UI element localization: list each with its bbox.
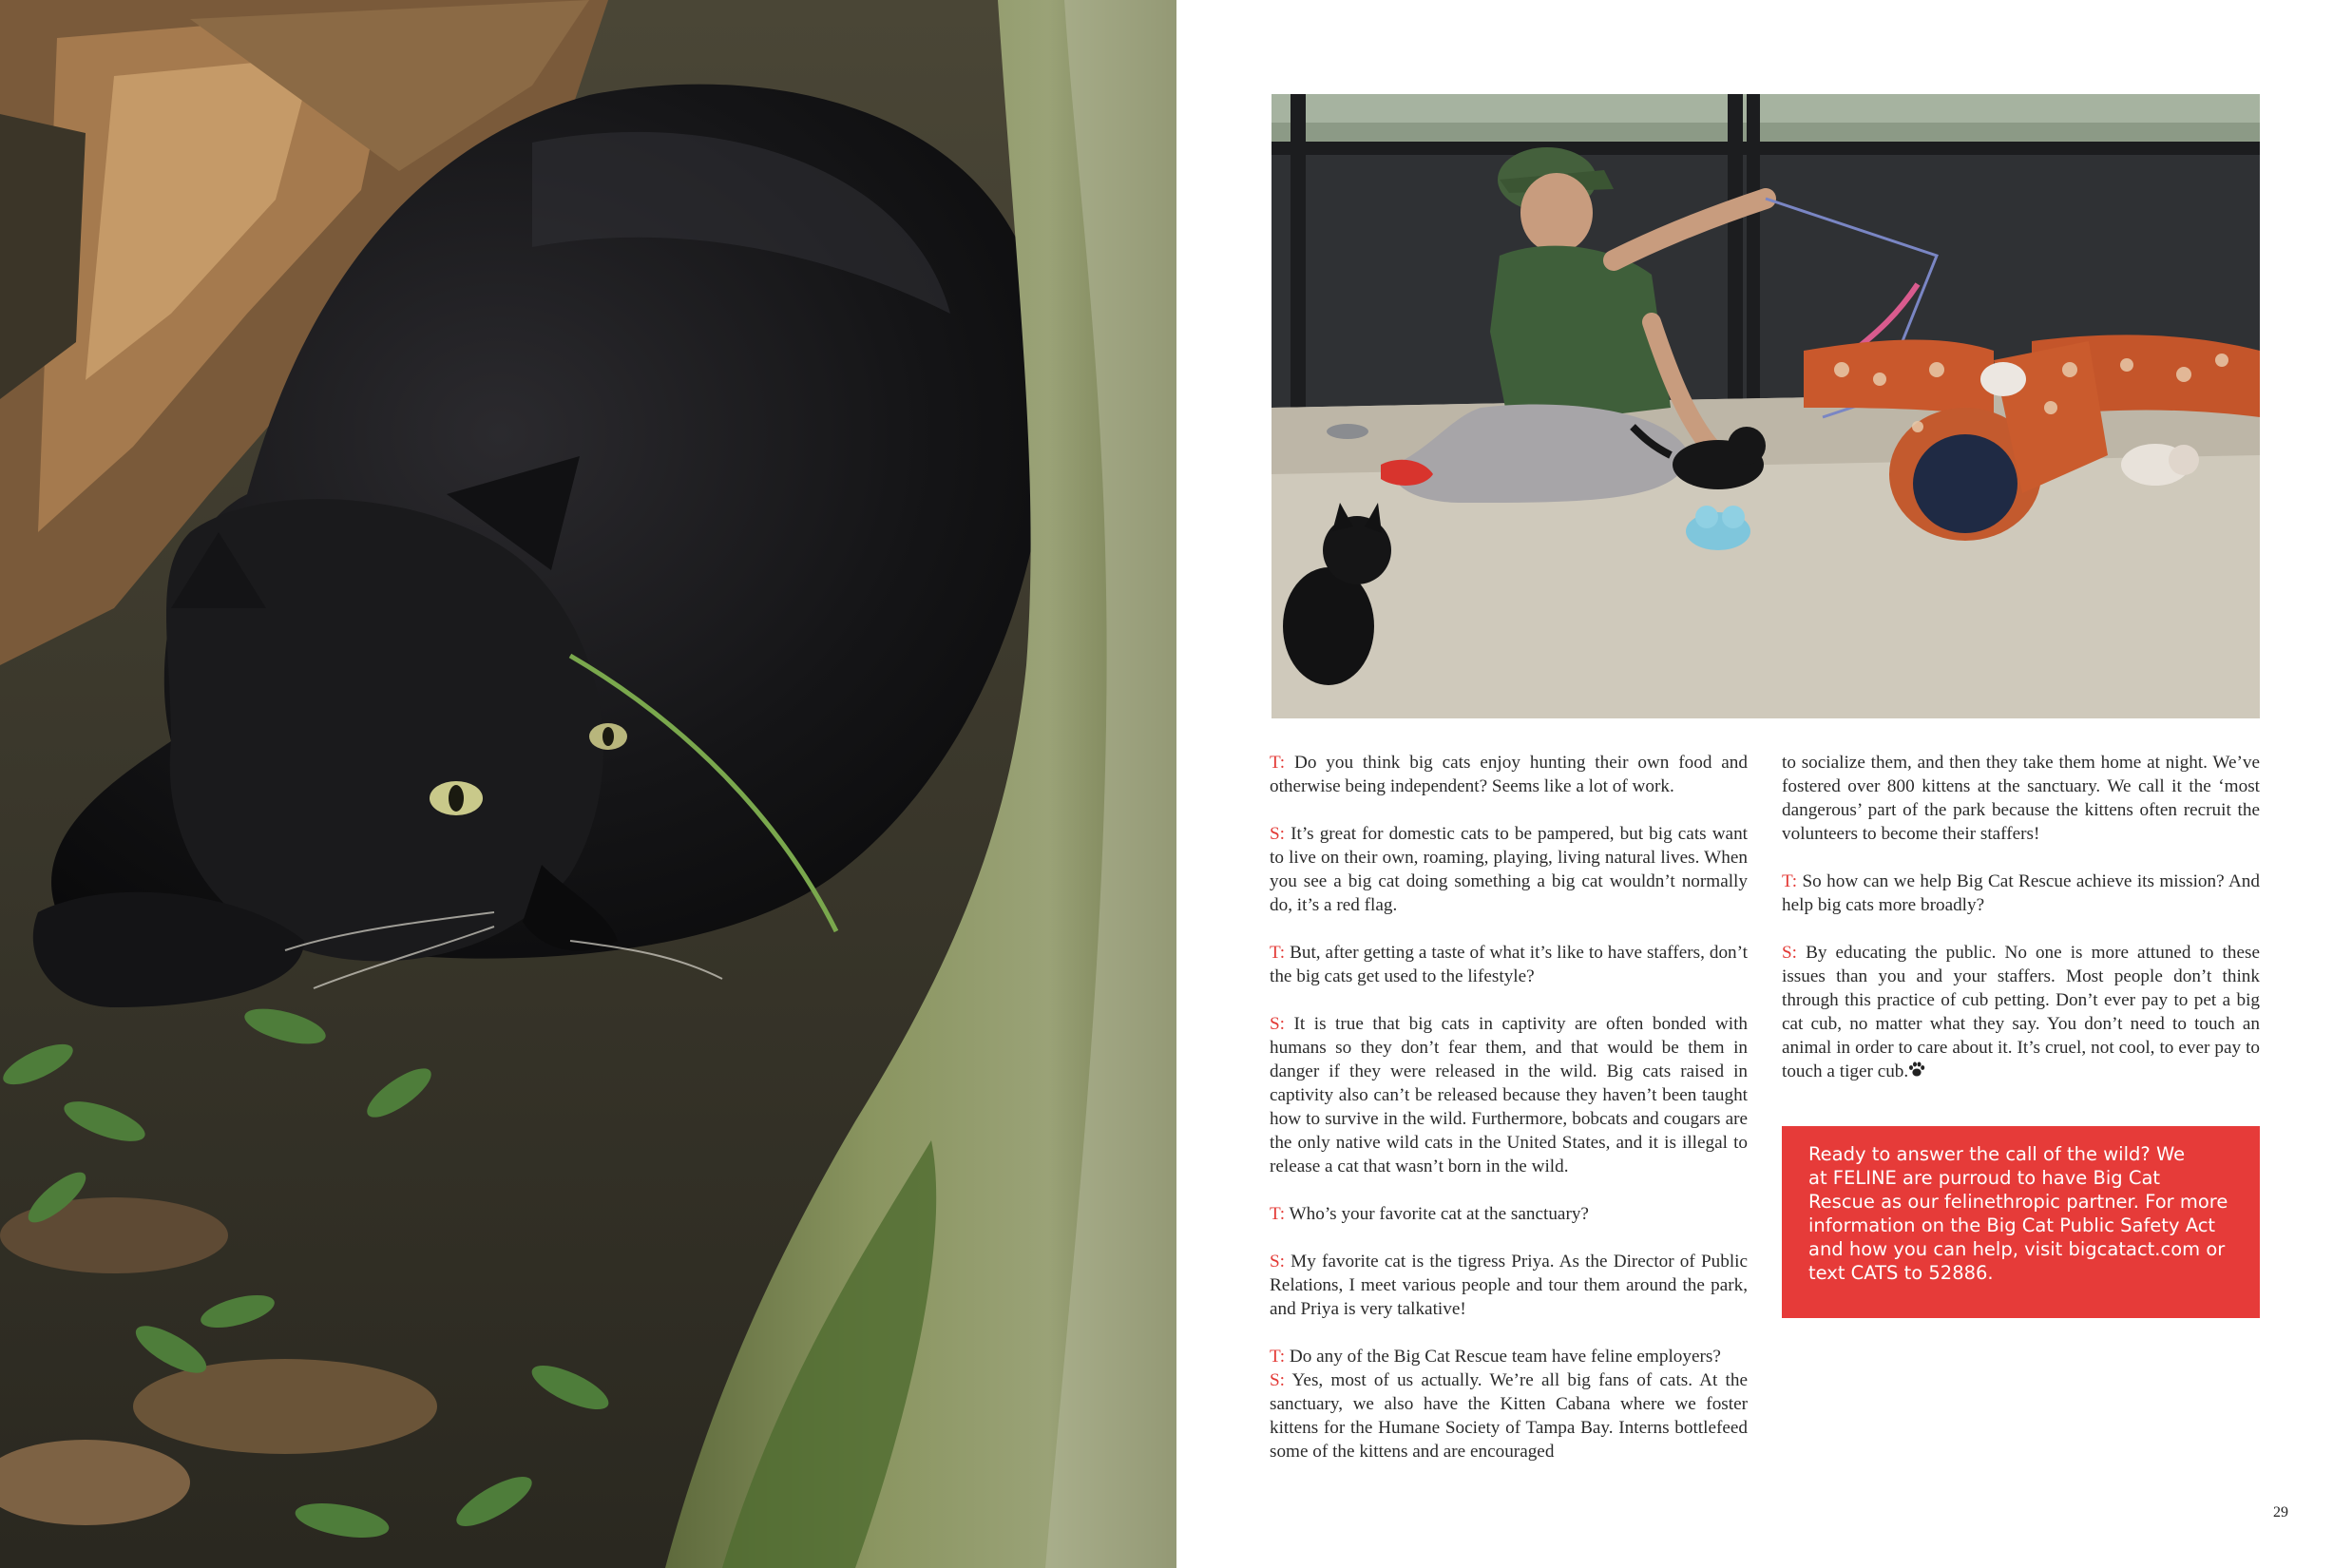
cta-line: and how you can help, visit bigcatact.com or xyxy=(1808,1238,2226,1260)
qa-paragraph xyxy=(1270,1345,1748,1368)
speaker-label: T: xyxy=(1782,871,1798,891)
paragraph-text: But, after getting a taste of what it’s like to have staffers, don’t the big cats get used to the lifestyle? xyxy=(1270,943,1748,986)
article-column-1 xyxy=(1270,751,1748,1463)
qa-paragraph xyxy=(1270,1202,1748,1226)
cta-line: information on the Big Cat Public Safety Act xyxy=(1808,1214,2216,1236)
cta-line: Rescue as our felinethropic partner. For more xyxy=(1808,1191,2228,1213)
paragraph-text: to socialize them, and then they take them home at night. We’ve fostered over 800 kittens at the sanctuary. We call it the ‘most dangerous’ part of the park because the kittens often recruit the volunteers to become their staffers! xyxy=(1782,753,2260,844)
paragraph-text: Do you think big cats enjoy hunting their own food and otherwise being independent? Seems like a lot of work. xyxy=(1270,753,1748,796)
speaker-label: S: xyxy=(1270,1370,1286,1390)
cta-line: at FELINE are purroud to have Big Cat xyxy=(1808,1167,2161,1189)
qa-paragraph xyxy=(1270,1250,1748,1321)
page-number: 29 xyxy=(2273,1504,2288,1520)
paragraph-text: It’s great for domestic cats to be pampered, but big cats want to live on their own, roaming, playing, living natural lives. When you see a big cat doing something a big cat wouldn’t normally do, it’s a red flag. xyxy=(1270,824,1748,915)
cta-line: Ready to answer the call of the wild? We xyxy=(1808,1143,2186,1165)
paragraph-text: By educating the public. No one is more attuned to these issues than you and your staffers. Most people don’t think through this practice of cub petting. Don’t ever pay to pet a big cat cub, no matter what they say. You don’t need to touch an animal in order to care about it. It’s cruel, not cool, to ever pay to touch a tiger cub. xyxy=(1782,943,2260,1081)
speaker-label: T: xyxy=(1270,943,1286,963)
qa-paragraph xyxy=(1270,941,1748,988)
paragraph-text: My favorite cat is the tigress Priya. As the Director of Public Relations, I meet various people and tour them around the park, and Priya is very talkative! xyxy=(1270,1252,1748,1319)
cta-line: text CATS to 52886. xyxy=(1808,1262,1994,1284)
qa-paragraph xyxy=(1270,822,1748,917)
speaker-label: S: xyxy=(1782,943,1798,963)
paragraph-text: Yes, most of us actually. We’re all big fans of cats. At the sanctuary, we also have the Kitten Cabana where we foster kittens for the Humane Society of Tampa Bay. Interns bottlefeed some of the kittens and are encouraged xyxy=(1270,1370,1748,1462)
speaker-label: T: xyxy=(1270,1204,1286,1224)
qa-paragraph xyxy=(1270,1368,1748,1463)
paragraph-text: Do any of the Big Cat Rescue team have feline employers? xyxy=(1285,1347,1721,1367)
qa-paragraph xyxy=(1782,941,2260,1084)
qa-paragraph xyxy=(1782,870,2260,917)
qa-paragraph xyxy=(1782,751,2260,846)
speaker-label: S: xyxy=(1270,1014,1286,1034)
speaker-label: S: xyxy=(1270,824,1286,844)
paragraph-text: It is true that big cats in captivity are often bonded with humans so they don’t fear them, and that would be them in danger if they were released in the wild. Big cats raised in captivity also can’t be released because they haven’t been taught how to survive in the wild. Furthermore, bobcats and cougars are the only native wild cats in the United States, and it is illegal to release a cat that wasn’t born in the wild. xyxy=(1270,1014,1748,1176)
qa-paragraph xyxy=(1270,751,1748,798)
article-column-2 xyxy=(1782,751,2260,1108)
speaker-label: S: xyxy=(1270,1252,1286,1272)
paw-print-icon xyxy=(1908,1061,1925,1084)
kittens-photo xyxy=(1272,94,2260,718)
paragraph-text: So how can we help Big Cat Rescue achieve its mission? And help big cats more broadly? xyxy=(1782,871,2260,915)
qa-paragraph xyxy=(1270,1012,1748,1178)
call-to-action-box xyxy=(1782,1126,2260,1318)
paragraph-text: Who’s your favorite cat at the sanctuary? xyxy=(1285,1204,1589,1224)
speaker-label: T: xyxy=(1270,1347,1286,1367)
speaker-label: T: xyxy=(1270,753,1286,773)
